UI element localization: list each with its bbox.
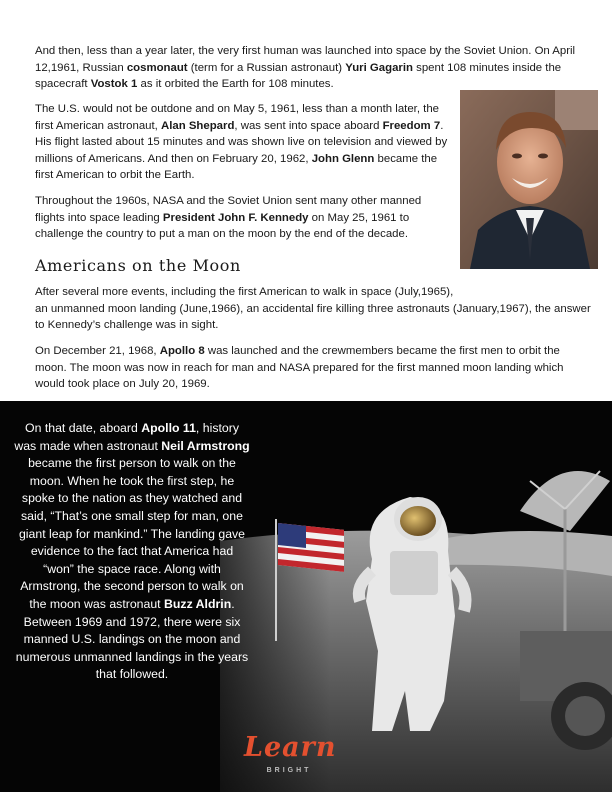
paragraph-apollo-8: On December 21, 1968, Apollo 8 was launched and the crewmembers became the first men to orbit the moon. The moon was now in reach for man and NASA prepared for the first manned moon landing which would took place on July 20, 1969. (35, 345, 564, 391)
learn-bright-logo (244, 732, 337, 788)
logo-subtitle: BRIGHT (266, 767, 312, 774)
paragraph-events: After several more events, including the first American to walk in space (July,1965), an unmanned moon landing (June,1966), an accidental fire killing three astronauts (January,1967), the answer to Kennedy’s challenge was in sight. (35, 286, 591, 332)
paragraph-kennedy: Throughout the 1960s, NASA and the Soviet Union sent many other manned flights into space leading President John F. Kennedy on May 25, 1961 to challenge the country to put a man on the moon by the end of the decade. (35, 195, 422, 241)
logo-wordmark: Learn (244, 732, 337, 763)
section-heading: Americans on the Moon (35, 256, 241, 275)
kennedy-portrait (460, 90, 598, 269)
paragraph-shepard: The U.S. would not be outdone and on May 5, 1961, less than a month later, the first American astronaut, Alan Shepard, was sent into space aboard Freedom 7. His flight lasted about 15 minutes and was shown live on television and viewed by millions of Americans. And then on February 20, 1962, John Glenn became the first American to orbit the Earth. (35, 103, 448, 182)
apollo-11-paragraph: On that date, aboard Apollo 11, history was made when astronaut Neil Armstrong became the first person to walk on the moon. When he took the first step, he spoke to the nation as they watched and said, “That’s one small step for man, one giant leap for mankind.” The landing gave evidence to the fact that America had “won” the space race. Along with Armstrong, the second person to walk on the moon was astronaut Buzz Aldrin. Between 1969 and 1972, there were six manned U.S. landings on the moon and numerous unmanned landings in the years that followed. (14, 421, 250, 682)
paragraph-gagarin: And then, less than a year later, the very first human was launched into space by the Soviet Union. On April 12,1961, Russian cosmonaut (term for a Russian astronaut) Yuri Gagarin spent 108 minutes inside the spacecraft Vostok 1 as it orbited the Earth for 108 minutes. (35, 45, 576, 91)
